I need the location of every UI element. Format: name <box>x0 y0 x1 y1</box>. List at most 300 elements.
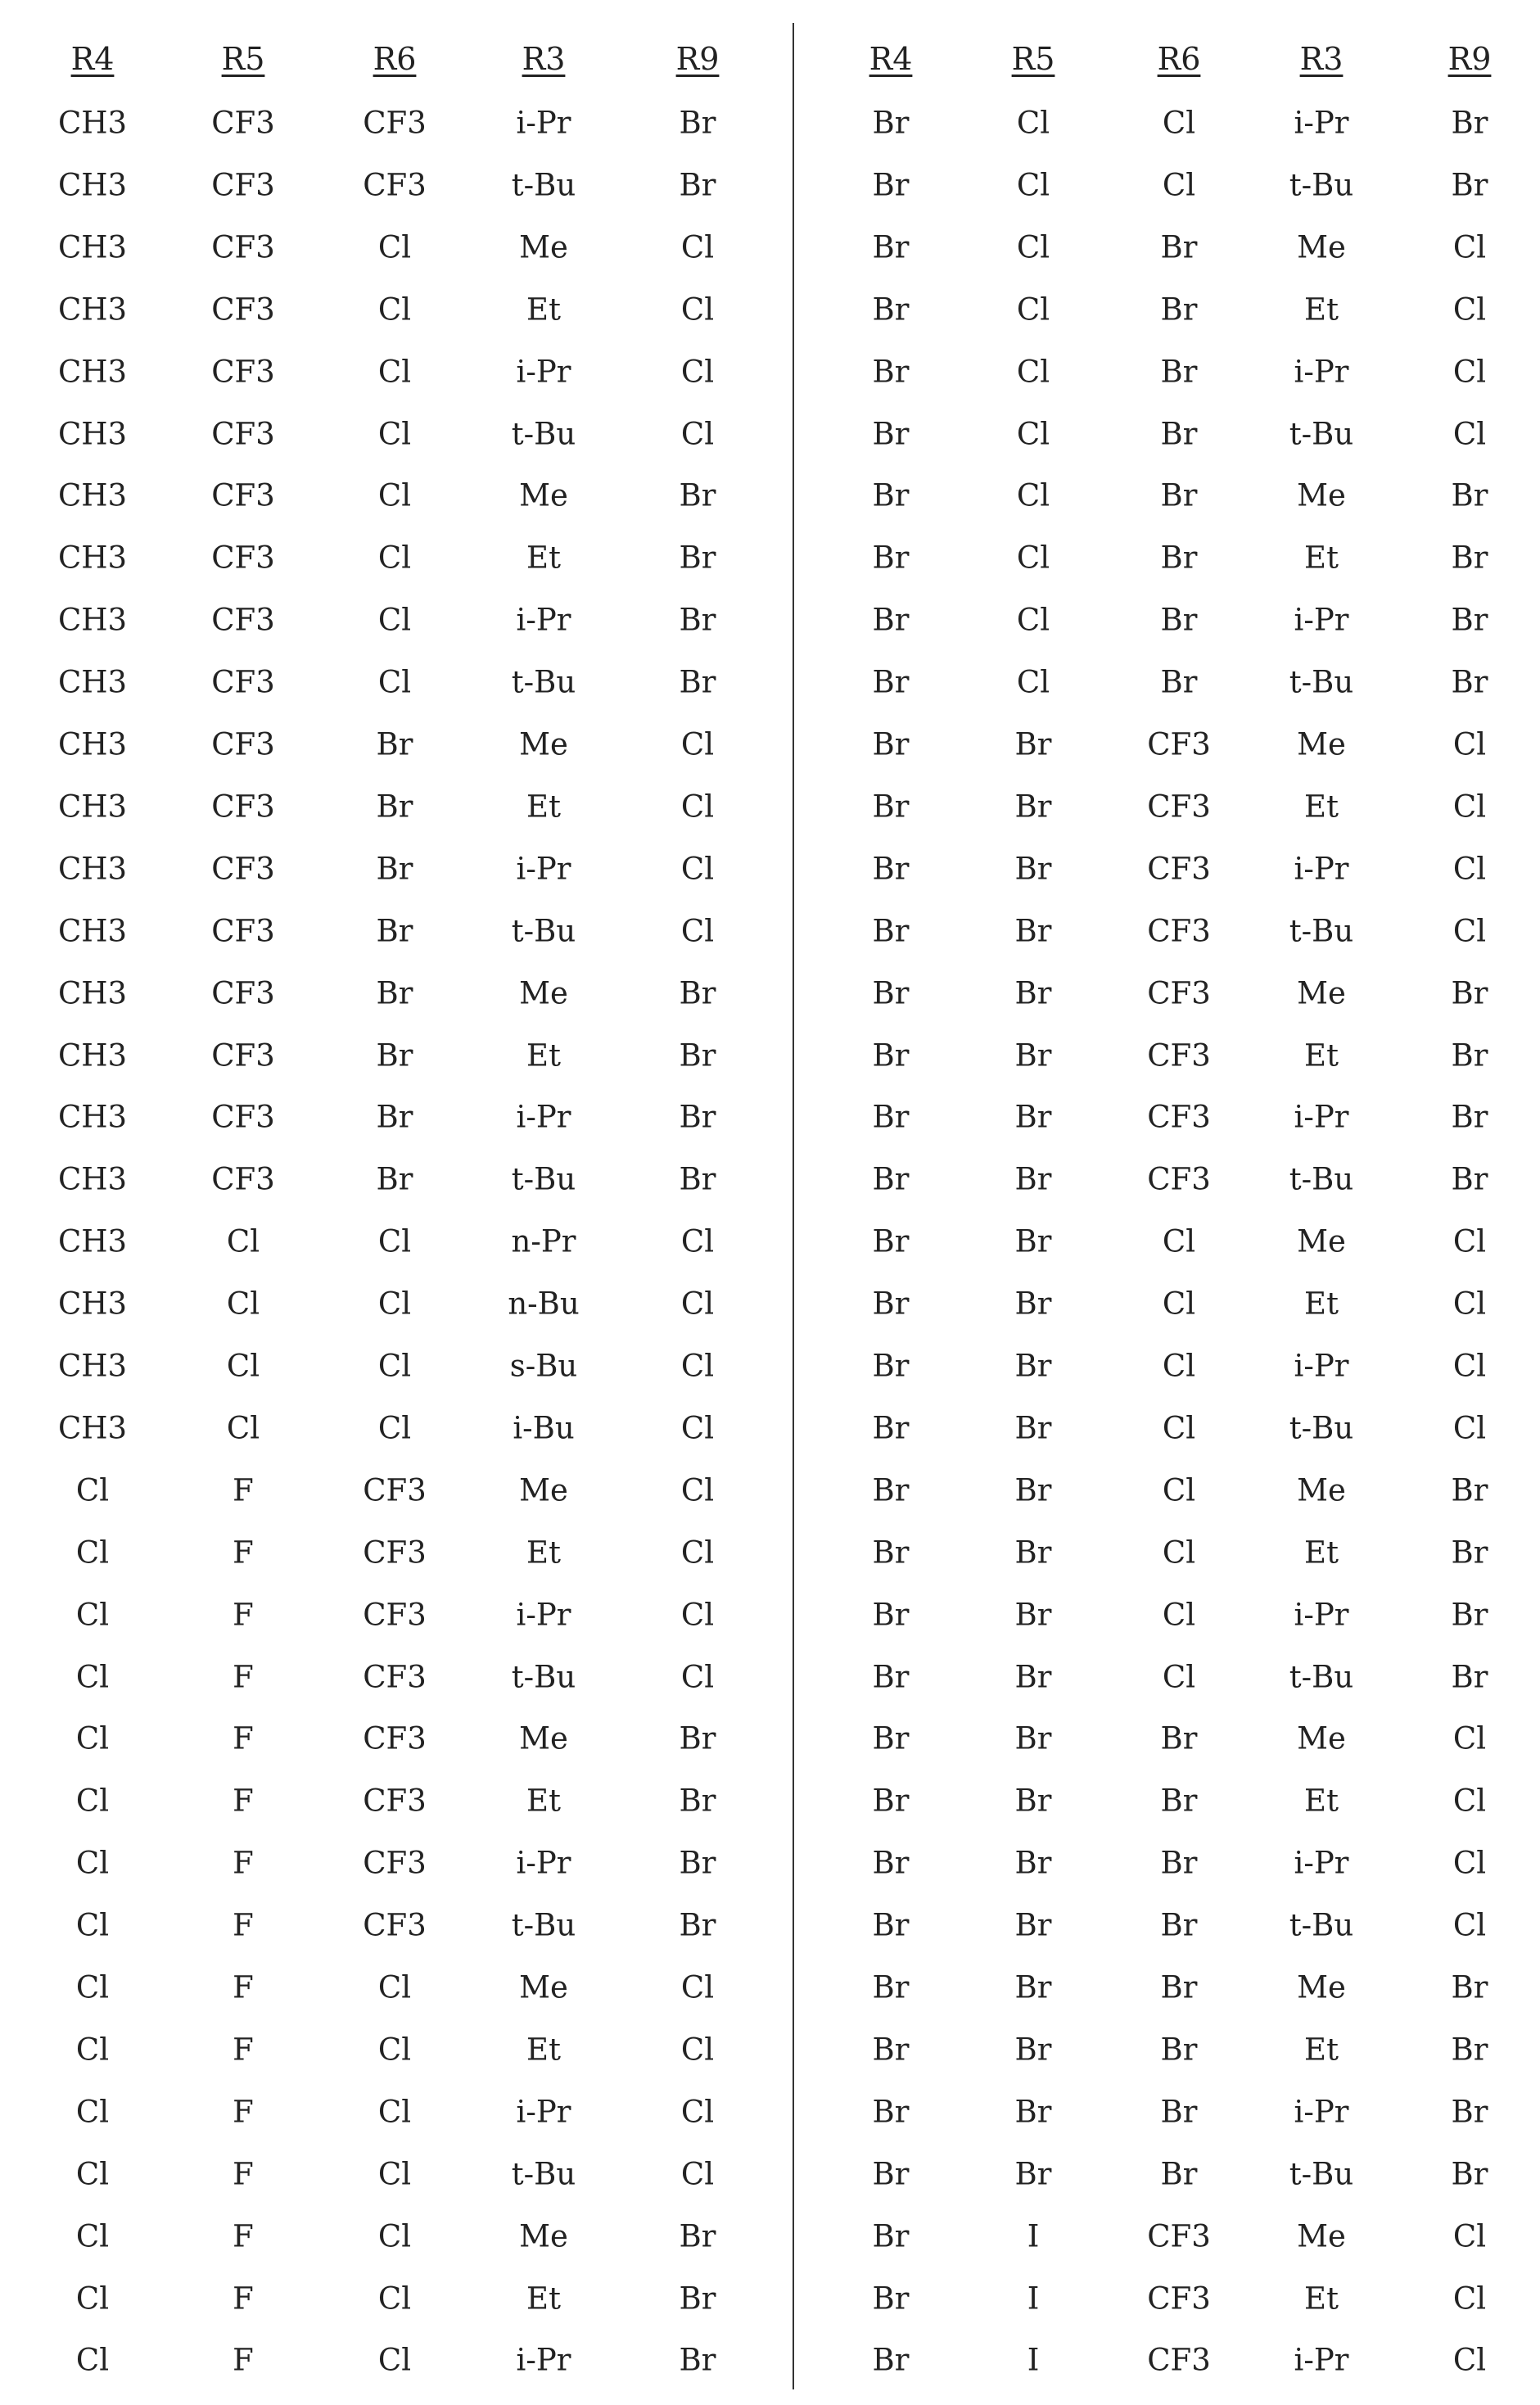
right-cell-r3: Et <box>1304 294 1339 324</box>
right-cell-r3: Me <box>1297 1973 1346 2003</box>
right-cell-r4: Br <box>873 1475 910 1505</box>
left-cell-r3: Et <box>526 2034 561 2064</box>
left-cell-r3: t-Bu <box>512 667 576 698</box>
right-cell-r4: Br <box>873 2345 910 2376</box>
left-cell-r5: F <box>233 1537 254 1567</box>
left-cell-r9: Cl <box>681 1289 714 1319</box>
left-cell-r9: Br <box>680 543 716 573</box>
right-cell-r9: Br <box>1452 1661 1488 1692</box>
left-cell-r6: CF3 <box>363 108 427 138</box>
right-cell-r5: I <box>1027 2283 1040 2313</box>
left-cell-r5: CF3 <box>211 543 275 573</box>
right-cell-r5: Br <box>1015 791 1052 821</box>
right-cell-r6: Cl <box>1163 1599 1195 1630</box>
right-cell-r9: Cl <box>1453 232 1486 262</box>
left-cell-r3: i-Pr <box>517 1848 571 1878</box>
right-cell-r4: Br <box>873 232 910 262</box>
right-cell-r3: Et <box>1304 1537 1339 1567</box>
right-cell-r5: Br <box>1015 1661 1052 1692</box>
left-cell-r4: CH3 <box>58 853 127 884</box>
right-cell-r9: Cl <box>1453 1351 1486 1381</box>
right-cell-r9: Cl <box>1453 2345 1486 2376</box>
left-cell-r9: Cl <box>681 1227 714 1257</box>
right-cell-r9: Br <box>1452 1599 1488 1630</box>
left-cell-r9: Br <box>680 1040 716 1070</box>
right-cell-r5: Br <box>1015 1724 1052 1754</box>
right-cell-r3: i-Pr <box>1294 605 1349 635</box>
left-cell-r6: Cl <box>378 356 411 387</box>
right-cell-r6: Br <box>1161 543 1198 573</box>
right-cell-r6: CF3 <box>1147 791 1211 821</box>
left-cell-r4: CH3 <box>58 1102 127 1132</box>
left-cell-r9: Cl <box>681 1661 714 1692</box>
right-cell-r9: Cl <box>1453 356 1486 387</box>
right-cell-r5: Br <box>1015 1848 1052 1878</box>
left-cell-r3: Me <box>519 232 568 262</box>
left-cell-r5: CF3 <box>211 418 275 449</box>
right-cell-r3: Me <box>1297 978 1346 1008</box>
left-cell-r6: Br <box>377 730 413 760</box>
left-cell-r4: CH3 <box>58 170 127 200</box>
right-cell-r3: i-Pr <box>1294 1599 1349 1630</box>
right-cell-r5: Br <box>1015 915 1052 946</box>
right-cell-r5: Cl <box>1017 232 1050 262</box>
right-cell-r6: Cl <box>1163 1661 1195 1692</box>
right-cell-r3: Me <box>1297 481 1346 511</box>
left-cell-r4: Cl <box>76 2034 109 2064</box>
right-cell-r4: Br <box>873 1227 910 1257</box>
right-cell-r5: Br <box>1015 1537 1052 1567</box>
right-cell-r5: Br <box>1015 2034 1052 2064</box>
left-cell-r9: Br <box>680 481 716 511</box>
left-cell-r4: Cl <box>76 1537 109 1567</box>
right-cell-r9: Br <box>1452 1102 1488 1132</box>
right-cell-r3: t-Bu <box>1289 1661 1353 1692</box>
right-cell-r4: Br <box>873 481 910 511</box>
right-cell-r9: Br <box>1452 2159 1488 2189</box>
left-cell-r3: t-Bu <box>512 2159 576 2189</box>
left-cell-r5: F <box>233 2345 254 2376</box>
right-cell-r5: Br <box>1015 853 1052 884</box>
right-cell-r9: Br <box>1452 978 1488 1008</box>
left-cell-r5: CF3 <box>211 730 275 760</box>
left-cell-r9: Cl <box>681 915 714 946</box>
left-header-r9: R9 <box>676 43 720 75</box>
left-cell-r3: n-Bu <box>508 1289 579 1319</box>
left-cell-r9: Br <box>680 108 716 138</box>
left-cell-r4: Cl <box>76 1786 109 1816</box>
left-cell-r3: s-Bu <box>510 1351 578 1381</box>
right-cell-r6: Cl <box>1163 170 1195 200</box>
left-cell-r6: Cl <box>378 2034 411 2064</box>
right-cell-r6: Cl <box>1163 1351 1195 1381</box>
right-cell-r4: Br <box>873 1910 910 1941</box>
right-cell-r9: Cl <box>1453 1910 1486 1941</box>
right-cell-r6: Br <box>1161 356 1198 387</box>
right-cell-r9: Cl <box>1453 2221 1486 2251</box>
right-cell-r5: Cl <box>1017 543 1050 573</box>
left-cell-r6: Cl <box>378 418 411 449</box>
right-cell-r6: Cl <box>1163 1289 1195 1319</box>
left-cell-r6: Cl <box>378 2345 411 2376</box>
right-cell-r6: Cl <box>1163 1413 1195 1443</box>
left-cell-r3: i-Pr <box>517 2096 571 2127</box>
right-cell-r5: Br <box>1015 1102 1052 1132</box>
left-cell-r9: Br <box>680 2221 716 2251</box>
right-cell-r4: Br <box>873 1102 910 1132</box>
left-cell-r9: Br <box>680 1724 716 1754</box>
right-cell-r3: Et <box>1304 1289 1339 1319</box>
right-cell-r6: CF3 <box>1147 1040 1211 1070</box>
left-cell-r5: CF3 <box>211 667 275 698</box>
left-cell-r5: F <box>233 2096 254 2127</box>
left-cell-r4: CH3 <box>58 418 127 449</box>
left-cell-r6: Br <box>377 978 413 1008</box>
right-cell-r3: t-Bu <box>1289 1413 1353 1443</box>
left-cell-r4: CH3 <box>58 1227 127 1257</box>
right-cell-r4: Br <box>873 1164 910 1195</box>
right-cell-r4: Br <box>873 1599 910 1630</box>
left-cell-r4: Cl <box>76 2096 109 2127</box>
right-cell-r5: Cl <box>1017 294 1050 324</box>
left-cell-r6: Cl <box>378 1227 411 1257</box>
left-header-r5: R5 <box>222 43 265 75</box>
right-cell-r3: t-Bu <box>1289 1164 1353 1195</box>
right-cell-r3: t-Bu <box>1289 2159 1353 2189</box>
right-cell-r3: i-Pr <box>1294 2096 1349 2127</box>
left-cell-r4: Cl <box>76 1910 109 1941</box>
left-cell-r4: CH3 <box>58 1351 127 1381</box>
right-cell-r4: Br <box>873 1537 910 1567</box>
right-cell-r3: i-Pr <box>1294 2345 1349 2376</box>
right-cell-r3: t-Bu <box>1289 170 1353 200</box>
right-cell-r6: CF3 <box>1147 915 1211 946</box>
right-cell-r3: Me <box>1297 232 1346 262</box>
right-cell-r3: t-Bu <box>1289 667 1353 698</box>
right-cell-r6: Br <box>1161 2096 1198 2127</box>
left-cell-r6: CF3 <box>363 1537 427 1567</box>
left-cell-r9: Cl <box>681 730 714 760</box>
left-cell-r3: i-Pr <box>517 356 571 387</box>
right-cell-r5: Br <box>1015 1413 1052 1443</box>
left-cell-r6: Cl <box>378 481 411 511</box>
right-cell-r4: Br <box>873 1786 910 1816</box>
left-cell-r4: CH3 <box>58 1289 127 1319</box>
left-cell-r9: Br <box>680 2283 716 2313</box>
left-cell-r4: Cl <box>76 2159 109 2189</box>
right-cell-r4: Br <box>873 170 910 200</box>
left-header-r6: R6 <box>373 43 417 75</box>
right-cell-r4: Br <box>873 108 910 138</box>
right-cell-r4: Br <box>873 2159 910 2189</box>
left-cell-r3: i-Pr <box>517 108 571 138</box>
right-cell-r4: Br <box>873 543 910 573</box>
right-cell-r9: Cl <box>1453 915 1486 946</box>
left-cell-r6: Br <box>377 1102 413 1132</box>
right-cell-r5: Br <box>1015 1289 1052 1319</box>
right-cell-r9: Br <box>1452 2034 1488 2064</box>
left-cell-r6: CF3 <box>363 170 427 200</box>
left-cell-r5: CF3 <box>211 356 275 387</box>
left-cell-r9: Cl <box>681 1475 714 1505</box>
left-cell-r4: CH3 <box>58 1040 127 1070</box>
right-cell-r6: CF3 <box>1147 2221 1211 2251</box>
left-cell-r5: CF3 <box>211 853 275 884</box>
left-cell-r5: Cl <box>227 1289 260 1319</box>
right-cell-r3: Et <box>1304 791 1339 821</box>
left-cell-r6: Cl <box>378 2221 411 2251</box>
right-cell-r6: Br <box>1161 1724 1198 1754</box>
right-cell-r3: Et <box>1304 1040 1339 1070</box>
right-cell-r5: Cl <box>1017 605 1050 635</box>
right-cell-r4: Br <box>873 2221 910 2251</box>
left-cell-r9: Cl <box>681 2159 714 2189</box>
right-cell-r9: Br <box>1452 1475 1488 1505</box>
left-cell-r9: Cl <box>681 791 714 821</box>
left-cell-r5: CF3 <box>211 605 275 635</box>
right-cell-r9: Cl <box>1453 791 1486 821</box>
right-cell-r4: Br <box>873 730 910 760</box>
right-cell-r3: i-Pr <box>1294 356 1349 387</box>
left-cell-r3: i-Pr <box>517 1599 571 1630</box>
left-cell-r5: F <box>233 2283 254 2313</box>
right-cell-r6: Br <box>1161 1786 1198 1816</box>
left-cell-r6: Cl <box>378 232 411 262</box>
left-cell-r9: Br <box>680 170 716 200</box>
right-cell-r4: Br <box>873 294 910 324</box>
left-cell-r9: Br <box>680 605 716 635</box>
left-cell-r3: t-Bu <box>512 418 576 449</box>
right-cell-r6: Br <box>1161 418 1198 449</box>
right-cell-r3: t-Bu <box>1289 1910 1353 1941</box>
right-cell-r9: Cl <box>1453 294 1486 324</box>
right-header-r3: R3 <box>1300 43 1344 75</box>
right-cell-r6: Br <box>1161 605 1198 635</box>
right-cell-r3: t-Bu <box>1289 915 1353 946</box>
right-cell-r9: Cl <box>1453 1227 1486 1257</box>
right-cell-r3: Et <box>1304 1786 1339 1816</box>
right-cell-r9: Br <box>1452 605 1488 635</box>
left-cell-r9: Cl <box>681 356 714 387</box>
left-cell-r5: CF3 <box>211 978 275 1008</box>
left-cell-r4: Cl <box>76 1724 109 1754</box>
left-cell-r3: i-Pr <box>517 2345 571 2376</box>
left-cell-r6: Cl <box>378 2096 411 2127</box>
left-cell-r9: Cl <box>681 1973 714 2003</box>
right-cell-r9: Br <box>1452 1164 1488 1195</box>
right-cell-r5: Br <box>1015 978 1052 1008</box>
left-cell-r5: F <box>233 1724 254 1754</box>
left-cell-r3: i-Pr <box>517 853 571 884</box>
right-cell-r6: Cl <box>1163 1227 1195 1257</box>
right-cell-r5: Cl <box>1017 356 1050 387</box>
left-cell-r9: Cl <box>681 1599 714 1630</box>
left-cell-r9: Br <box>680 1910 716 1941</box>
left-cell-r3: Et <box>526 791 561 821</box>
left-cell-r5: Cl <box>227 1351 260 1381</box>
left-cell-r4: Cl <box>76 1599 109 1630</box>
right-cell-r4: Br <box>873 667 910 698</box>
left-cell-r5: CF3 <box>211 1102 275 1132</box>
left-cell-r4: Cl <box>76 1973 109 2003</box>
right-cell-r9: Br <box>1452 1040 1488 1070</box>
right-cell-r4: Br <box>873 605 910 635</box>
right-cell-r9: Br <box>1452 170 1488 200</box>
left-cell-r9: Br <box>680 1786 716 1816</box>
right-cell-r9: Cl <box>1453 730 1486 760</box>
right-cell-r6: CF3 <box>1147 1102 1211 1132</box>
left-cell-r5: F <box>233 1973 254 2003</box>
right-cell-r6: CF3 <box>1147 1164 1211 1195</box>
right-cell-r5: Br <box>1015 2159 1052 2189</box>
left-cell-r6: Cl <box>378 1413 411 1443</box>
right-cell-r3: Me <box>1297 1227 1346 1257</box>
left-cell-r9: Br <box>680 667 716 698</box>
left-cell-r5: CF3 <box>211 170 275 200</box>
left-cell-r3: t-Bu <box>512 915 576 946</box>
right-cell-r5: Cl <box>1017 481 1050 511</box>
right-header-r4: R4 <box>869 43 913 75</box>
left-cell-r9: Cl <box>681 1413 714 1443</box>
left-cell-r5: CF3 <box>211 294 275 324</box>
right-cell-r6: Cl <box>1163 1537 1195 1567</box>
left-cell-r6: CF3 <box>363 1786 427 1816</box>
left-cell-r6: Cl <box>378 667 411 698</box>
left-cell-r9: Cl <box>681 853 714 884</box>
left-cell-r5: F <box>233 1599 254 1630</box>
left-cell-r3: Me <box>519 1475 568 1505</box>
left-cell-r6: CF3 <box>363 1724 427 1754</box>
left-cell-r4: Cl <box>76 1848 109 1878</box>
right-cell-r3: i-Pr <box>1294 1848 1349 1878</box>
right-cell-r5: Br <box>1015 1475 1052 1505</box>
left-cell-r4: Cl <box>76 1661 109 1692</box>
left-cell-r3: Me <box>519 730 568 760</box>
left-cell-r4: CH3 <box>58 1413 127 1443</box>
right-cell-r9: Br <box>1452 667 1488 698</box>
left-cell-r6: Cl <box>378 294 411 324</box>
left-cell-r4: CH3 <box>58 108 127 138</box>
right-cell-r6: Br <box>1161 1848 1198 1878</box>
left-cell-r3: t-Bu <box>512 1910 576 1941</box>
right-cell-r6: CF3 <box>1147 853 1211 884</box>
right-cell-r3: Et <box>1304 2283 1339 2313</box>
left-cell-r3: Me <box>519 2221 568 2251</box>
left-cell-r9: Br <box>680 2345 716 2376</box>
left-cell-r4: CH3 <box>58 232 127 262</box>
left-cell-r4: CH3 <box>58 543 127 573</box>
right-cell-r4: Br <box>873 1289 910 1319</box>
left-cell-r5: F <box>233 1910 254 1941</box>
left-cell-r5: F <box>233 1475 254 1505</box>
left-cell-r9: Cl <box>681 1537 714 1567</box>
left-cell-r3: Et <box>526 2283 561 2313</box>
left-cell-r3: Me <box>519 1973 568 2003</box>
left-cell-r5: Cl <box>227 1227 260 1257</box>
left-cell-r4: Cl <box>76 1475 109 1505</box>
left-cell-r3: Me <box>519 978 568 1008</box>
left-cell-r6: Cl <box>378 1351 411 1381</box>
left-cell-r5: F <box>233 1661 254 1692</box>
right-cell-r9: Cl <box>1453 1848 1486 1878</box>
left-cell-r9: Cl <box>681 418 714 449</box>
right-cell-r5: Br <box>1015 1599 1052 1630</box>
left-cell-r3: t-Bu <box>512 1164 576 1195</box>
right-cell-r3: i-Pr <box>1294 108 1349 138</box>
right-cell-r5: Br <box>1015 1227 1052 1257</box>
left-cell-r4: CH3 <box>58 730 127 760</box>
right-cell-r4: Br <box>873 791 910 821</box>
left-cell-r9: Cl <box>681 2096 714 2127</box>
left-cell-r3: i-Bu <box>513 1413 574 1443</box>
right-cell-r4: Br <box>873 356 910 387</box>
left-cell-r4: Cl <box>76 2283 109 2313</box>
right-cell-r5: Br <box>1015 730 1052 760</box>
left-cell-r4: CH3 <box>58 791 127 821</box>
right-cell-r5: Br <box>1015 1040 1052 1070</box>
left-cell-r3: Et <box>526 294 561 324</box>
left-header-r4: R4 <box>71 43 115 75</box>
left-cell-r5: Cl <box>227 1413 260 1443</box>
right-cell-r6: Br <box>1161 667 1198 698</box>
right-cell-r4: Br <box>873 1351 910 1381</box>
right-cell-r9: Cl <box>1453 1786 1486 1816</box>
left-cell-r5: F <box>233 2221 254 2251</box>
left-cell-r3: i-Pr <box>517 605 571 635</box>
right-cell-r4: Br <box>873 1848 910 1878</box>
right-cell-r5: Cl <box>1017 667 1050 698</box>
left-cell-r4: Cl <box>76 2345 109 2376</box>
right-cell-r3: Et <box>1304 543 1339 573</box>
right-cell-r3: Me <box>1297 1475 1346 1505</box>
right-cell-r3: Me <box>1297 1724 1346 1754</box>
right-cell-r5: Br <box>1015 1973 1052 2003</box>
right-cell-r3: Me <box>1297 730 1346 760</box>
right-cell-r6: Cl <box>1163 1475 1195 1505</box>
right-cell-r9: Cl <box>1453 1724 1486 1754</box>
left-cell-r5: CF3 <box>211 108 275 138</box>
right-cell-r5: Br <box>1015 1164 1052 1195</box>
right-cell-r6: Cl <box>1163 108 1195 138</box>
right-cell-r9: Br <box>1452 108 1488 138</box>
right-cell-r3: t-Bu <box>1289 418 1353 449</box>
left-cell-r5: CF3 <box>211 1164 275 1195</box>
right-cell-r9: Br <box>1452 1973 1488 2003</box>
left-cell-r9: Cl <box>681 1351 714 1381</box>
left-cell-r5: CF3 <box>211 481 275 511</box>
right-cell-r4: Br <box>873 2283 910 2313</box>
left-cell-r4: CH3 <box>58 481 127 511</box>
left-cell-r9: Cl <box>681 294 714 324</box>
left-cell-r4: CH3 <box>58 605 127 635</box>
right-cell-r4: Br <box>873 1413 910 1443</box>
left-cell-r6: CF3 <box>363 1599 427 1630</box>
left-cell-r3: Et <box>526 1786 561 1816</box>
left-cell-r6: CF3 <box>363 1910 427 1941</box>
right-cell-r5: Cl <box>1017 170 1050 200</box>
left-cell-r5: F <box>233 2159 254 2189</box>
right-header-r5: R5 <box>1012 43 1055 75</box>
right-header-r6: R6 <box>1158 43 1201 75</box>
right-cell-r4: Br <box>873 1724 910 1754</box>
left-cell-r5: CF3 <box>211 232 275 262</box>
right-cell-r9: Cl <box>1453 1289 1486 1319</box>
left-cell-r4: CH3 <box>58 667 127 698</box>
right-cell-r5: I <box>1027 2345 1040 2376</box>
right-cell-r9: Cl <box>1453 418 1486 449</box>
left-cell-r6: Cl <box>378 2283 411 2313</box>
right-cell-r5: Cl <box>1017 418 1050 449</box>
